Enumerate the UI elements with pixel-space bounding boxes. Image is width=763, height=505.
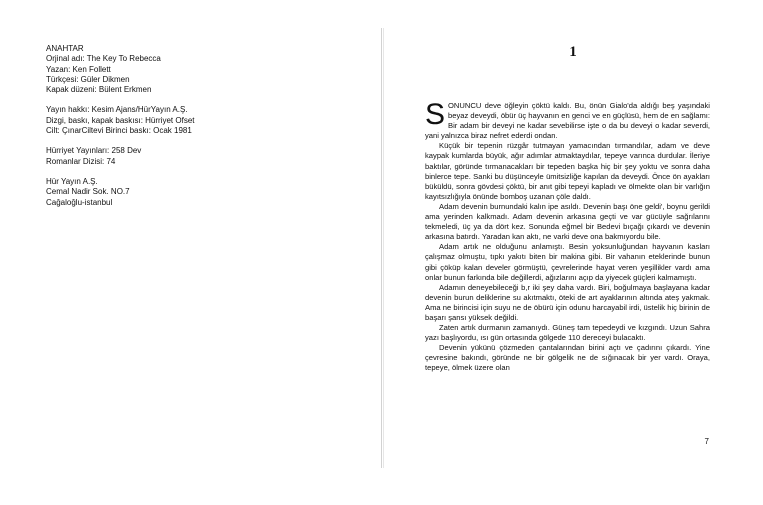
body-paragraph: Adam artık ne olduğunu anlamıştı. Besin yoksunluğundan hayvanın kasları çalışmaz olmuştu, tıpkı yakıtı biten bir makina gibi. Bir vahanın eteklerinde bunun gibi çöküp kalan develer görmüştü, çevrelerinde hayat veren yeşillikler vardı ama onlar bunun farkında bile değillerdi, ağızlarını açıp da yiyecek güçleri kalmamıştı. [425, 242, 710, 282]
colophon [46, 44, 366, 218]
colophon-line: Romanlar Dizisi: 74 [46, 156, 116, 166]
colophon-line: Türkçesi: Güler Dikmen [46, 74, 130, 84]
first-paragraph-text: ONUNCU deve öğleyin çöktü kaldı. Bu, önün Gialo'da aldığı beş yaşındaki beyaz deveydi, öbür üç hayvanın en genci ve en güçlüsü, hem de en sağlamı: Bir adam bir deveyi ne kadar sevebilirse işte o da bu deveyi o kadar severdi, yani yalnızca biraz nefret ederdi ondan. [425, 101, 710, 141]
colophon-line: ANAHTAR [46, 44, 84, 53]
colophon-line: Hür Yayın A.Ş. [46, 176, 98, 186]
page-gutter-left [381, 28, 382, 468]
body-paragraph: Devenin yükünü çözmeden çantalarından birini açtı ve çadırını çıkardı. Yine çevresine bakındı, göründe ne bir gölgelik ne de sığınacak bir yer vardı. Oraya, tepeye, ölmek üzere olan [425, 343, 710, 373]
right-page [383, 0, 763, 505]
body-paragraph: Zaten artık durmanın zamanıydı. Güneş tam tepedeydi ve kızgındı. Uzun Sahra yazı başlıyordu, ısı gün ortasında gölgede 110 dereceyi bulacaktı. [425, 323, 710, 343]
chapter-body [425, 98, 710, 374]
first-paragraph [425, 98, 710, 141]
colophon-line: Cağaloğlu-istanbul [46, 197, 113, 207]
colophon-line: Orjinal adı: The Key To Rebecca [46, 54, 161, 64]
colophon-group [46, 105, 366, 136]
body-paragraph: Adamın deneyebileceği b,r iki şey daha vardı. Biri, boğulmaya başlayana kadar devenin burun deliklerine su akıtmaktı, öteki de art ayaklarının altında ateş yakmak. Ama ne birincisi için suyu ne de öbürü için odunu harcayabil irdi, üstelik hiç birinin de başarı şansı yüksek değildi. [425, 282, 710, 322]
drop-cap: S [425, 98, 446, 131]
colophon-line: Yayın hakkı: Kesim Ajans/HürYayın A.Ş. [46, 105, 188, 115]
colophon-line: Hürriyet Yayınları: 258 Dev [46, 146, 142, 156]
colophon-line: Yazan: Ken Follett [46, 64, 111, 74]
left-page [0, 0, 381, 505]
colophon-line: Dizgi, baskı, kapak baskısı: Hürriyet Ofset [46, 115, 195, 125]
colophon-group [46, 177, 366, 208]
colophon-group [46, 146, 366, 167]
chapter-number: 1 [569, 44, 577, 60]
page-number: 7 [704, 437, 709, 446]
colophon-line: Cilt: ÇınarCiltevi Birinci baskı: Ocak 1981 [46, 126, 192, 136]
colophon-line: Cemal Nadir Sok. NO.7 [46, 187, 130, 197]
colophon-line: Kapak düzeni: Bülent Erkmen [46, 85, 152, 95]
body-paragraph: Küçük bir tepenin rüzgâr tutmayan yamacından tırmandılar, adam ve deve kaypak kumlarda büyük, ağır adımlar atmaktaydılar, tepeye varınca durdular. İleriye baktılar, göründe tırmanacakları bir tepeden başka hiç bir şey yoktu ve sonra daha binlerce tepe. Sanki bu düşünceyle ümitsizliğe kapılan da deveydi. Önce ön ayakları büküldü, sonra gövdesi çöktü, bir anıt gibi tepeyi kapladı ve ölmekte olan bir varlığın kayıtsızlığıyla önünde bomboş uzanan çöle daldı. [425, 141, 710, 201]
colophon-group [46, 44, 366, 95]
body-paragraph: Adam devenin burnundaki kalın ipe asıldı. Devenin başı öne geldi', boynu gerildi ama yerinden kalkmadı. Adam devenin arkasına geçti ve var gücüyle sağrılarını tekmeledi, üç ya da dört kez. Sonunda eğmel bir Bedevi bıçağı çıkardı ve devenin arkasına batırdı. Yaradan kan aktı, ne varki deve ona bakmıyordu bile. [425, 201, 710, 242]
